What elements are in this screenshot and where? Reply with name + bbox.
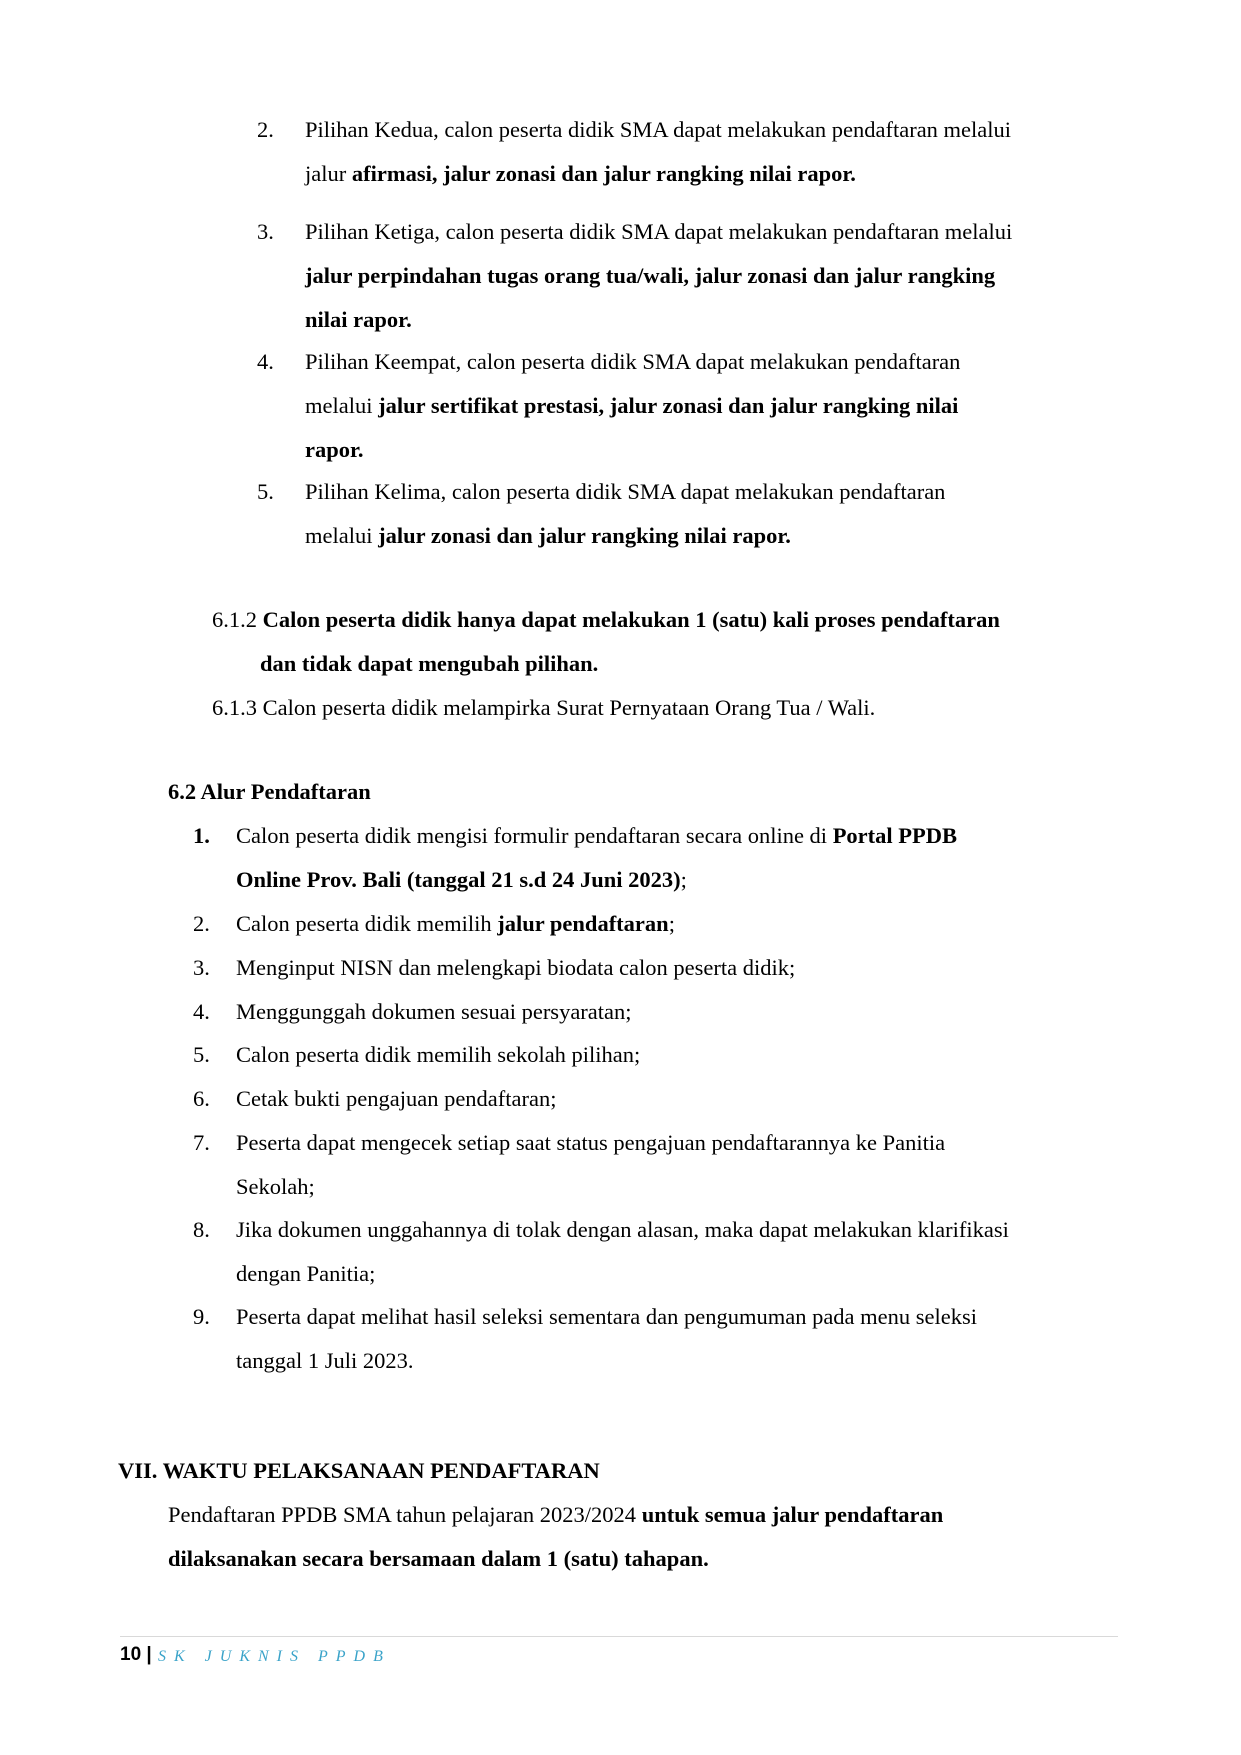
bold-text-run: afirmasi, jalur zonasi dan jalur rangking nilai rapor. (351, 161, 856, 186)
list-number: 9. (193, 1304, 210, 1329)
list-item-line (236, 1339, 413, 1383)
list-number: 8. (193, 1217, 210, 1242)
bold-text-run: Calon peserta didik hanya dapat melakukan 1 (satu) kali proses pendaftaran (262, 607, 1000, 632)
bold-text-run: dilaksanakan secara bersamaan dalam 1 (satu) tahapan. (168, 1546, 709, 1571)
section-7-heading: VII. WAKTU PELAKSANAAN PENDAFTARAN (118, 1458, 600, 1483)
text-run: ; (680, 867, 687, 892)
section-6-2-heading: 6.2 Alur Pendaftaran (168, 779, 371, 804)
list-item-line (236, 1077, 557, 1121)
text-run: Peserta dapat mengecek setiap saat status pengajuan pendaftarannya ke Panitia (236, 1130, 946, 1155)
section-6-1-3-line (212, 686, 875, 730)
text-run: Pendaftaran PPDB SMA tahun pelajaran 2023/2024 (168, 1502, 642, 1527)
list-number: 4. (257, 349, 274, 374)
list-number: 3. (257, 219, 274, 244)
footer-document-title: SK JUKNIS PPDB (158, 1648, 391, 1665)
text-run: jalur (305, 161, 352, 186)
list-item-line (236, 902, 675, 946)
list-item-line (305, 384, 958, 428)
list-item-line (236, 1208, 1009, 1252)
bold-text-run: dan tidak dapat mengubah pilihan. (260, 651, 599, 676)
section-7-paragraph-line (168, 1537, 709, 1581)
text-run: tanggal 1 Juli 2023. (236, 1348, 414, 1373)
bold-text-run: Portal PPDB (832, 823, 958, 848)
text-run: ; (668, 911, 675, 936)
bold-text-run: jalur perpindahan tugas orang tua/wali, jalur zonasi dan jalur rangking (305, 263, 996, 288)
bold-text-run: nilai rapor. (305, 307, 412, 332)
text-run: Sekolah; (236, 1174, 315, 1199)
list-item-line (236, 1121, 945, 1165)
bold-text-run: rapor. (305, 437, 364, 462)
bold-text-run: jalur zonasi dan jalur rangking nilai rapor. (378, 523, 791, 548)
list-item-line (305, 428, 364, 472)
text-run: Calon peserta didik memilih (236, 911, 498, 936)
list-item-line (236, 1252, 375, 1296)
section-6-1-2-line (212, 598, 1000, 642)
text-run: Pilihan Ketiga, calon peserta didik SMA dapat melakukan pendaftaran melalui (305, 219, 1013, 244)
text-run: Jika dokumen unggahannya di tolak dengan alasan, maka dapat melakukan klarifikasi (236, 1217, 1009, 1242)
list-number: 7. (193, 1130, 210, 1155)
section-6-1-2-line (260, 642, 598, 686)
list-number: 3. (193, 955, 210, 980)
list-number: 5. (257, 479, 274, 504)
bold-text-run: jalur pendaftaran (497, 911, 669, 936)
list-item-line (305, 152, 856, 196)
list-item-line (236, 1033, 640, 1077)
list-number: 4. (193, 999, 210, 1024)
list-item-line (236, 1165, 315, 1209)
list-item-line (305, 340, 960, 384)
list-number: 5. (193, 1042, 210, 1067)
list-item-line (236, 858, 687, 902)
text-run: Calon peserta didik mengisi formulir pendaftaran secara online di (236, 823, 833, 848)
text-run: Peserta dapat melihat hasil seleksi sementara dan pengumuman pada menu seleksi (236, 1304, 978, 1329)
list-item-line (236, 990, 632, 1034)
text-run: 6.1.3 Calon peserta didik melampirka Surat Pernyataan Orang Tua / Wali. (212, 695, 876, 720)
list-number: 6. (193, 1086, 210, 1111)
list-number: 2. (193, 911, 210, 936)
text-run: Pilihan Kedua, calon peserta didik SMA dapat melakukan pendaftaran melalui (305, 117, 1012, 142)
bold-text-run: jalur sertifikat prestasi, jalur zonasi dan jalur rangking nilai (378, 393, 959, 418)
list-item-line (305, 514, 791, 558)
list-item-line (236, 1295, 977, 1339)
bold-text-run: Online Prov. Bali (tanggal 21 s.d 24 Juni 2023) (236, 867, 681, 892)
list-item-line (305, 254, 995, 298)
text-run: melalui (305, 393, 379, 418)
list-item-line (305, 298, 412, 342)
text-run: Cetak bukti pengajuan pendaftaran; (236, 1086, 557, 1111)
list-number: 1. (193, 823, 210, 848)
text-run: melalui (305, 523, 379, 548)
footer-divider (120, 1636, 1118, 1637)
text-run: Calon peserta didik memilih sekolah pilihan; (236, 1042, 641, 1067)
section-7-paragraph-line (168, 1493, 943, 1537)
text-run: Pilihan Keempat, calon peserta didik SMA dapat melakukan pendaftaran (305, 349, 961, 374)
list-item-line (236, 814, 957, 858)
list-item-line (305, 108, 1011, 152)
text-run: dengan Panitia; (236, 1261, 376, 1286)
text-run: 6.1.2 (212, 607, 263, 632)
footer-page-number: 10 | (120, 1644, 152, 1665)
text-run: Menginput NISN dan melengkapi biodata calon peserta didik; (236, 955, 796, 980)
text-run: Menggunggah dokumen sesuai persyaratan; (236, 999, 632, 1024)
list-item-line (236, 946, 795, 990)
list-number: 2. (257, 117, 274, 142)
list-item-line (305, 470, 945, 514)
text-run: Pilihan Kelima, calon peserta didik SMA dapat melakukan pendaftaran (305, 479, 946, 504)
list-item-line (305, 210, 1012, 254)
bold-text-run: untuk semua jalur pendaftaran (641, 1502, 944, 1527)
